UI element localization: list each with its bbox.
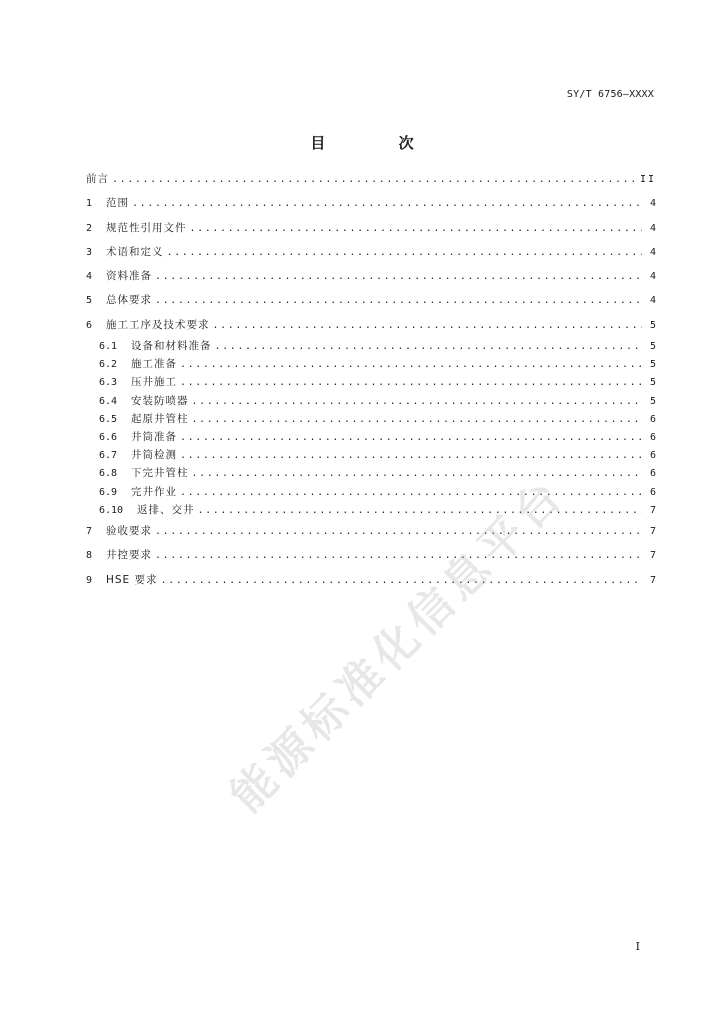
toc-entry-label: 设备和材料准备 (131, 340, 212, 353)
toc-entry-page: 7 (649, 550, 656, 562)
toc-leader-dots (192, 465, 643, 482)
toc-entry-page: 4 (649, 198, 656, 210)
toc-entry-page: 5 (649, 319, 656, 331)
toc-entry-label: 安装防喷器 (131, 394, 189, 407)
toc-leader-dots (161, 569, 642, 592)
toc-leader-dots (155, 265, 642, 288)
toc-leader-dots (198, 502, 643, 519)
toc-entry-page: 7 (649, 525, 656, 537)
watermark: 能源标准化信息平台 (221, 468, 576, 823)
toc-leader-dots (192, 393, 643, 410)
toc-entry-label: 前言 (86, 173, 109, 185)
toc-leader-dots (213, 314, 643, 337)
toc-entry-6-1[interactable] (86, 337, 656, 355)
toc-entry-label: 术语和定义 (106, 245, 164, 258)
toc-entry-number: 6.9 (99, 486, 118, 498)
document-code: SY/T 6756—XXXX (566, 89, 654, 100)
toc-entry-number: 6.4 (99, 395, 118, 407)
toc-entry-6-9[interactable] (86, 483, 656, 501)
toc-entry-number: 6.6 (99, 432, 118, 444)
toc-entry-label: 资料准备 (106, 270, 152, 283)
toc-leader-dots (132, 192, 642, 215)
toc-leader-dots (155, 289, 642, 312)
toc-entry-number: 5 (86, 295, 93, 307)
toc-leader-dots (155, 520, 642, 543)
toc-entry-3[interactable] (86, 240, 656, 264)
page-number: I (635, 940, 640, 953)
toc-entry-label: 验收要求 (106, 524, 152, 537)
toc-entry-page: 6 (649, 432, 656, 444)
toc-leader-dots (180, 374, 642, 391)
toc-entry-page: 5 (649, 395, 656, 407)
toc-entry-number: 9 (86, 574, 93, 586)
toc-entry-number: 1 (86, 198, 93, 210)
toc-entry-number: 7 (86, 525, 93, 537)
toc-entry-page: 4 (649, 271, 656, 283)
toc-entry-label: 完井作业 (131, 485, 177, 498)
toc-entry-label: 规范性引用文件 (106, 221, 187, 234)
toc-entry-number: 6.2 (99, 359, 118, 371)
toc-entry-number: 4 (86, 271, 93, 283)
toc-entry-number: 6.5 (99, 413, 118, 425)
toc-entry-number: 2 (86, 222, 93, 234)
toc-entry-page: 7 (649, 574, 656, 586)
toc-entry-page: 4 (649, 295, 656, 307)
toc-entry-page: 6 (649, 468, 656, 480)
toc-entry-6-10[interactable] (86, 501, 656, 519)
toc-entry-6[interactable] (86, 313, 656, 337)
toc-leader-dots (190, 217, 643, 240)
toc-entry-label: 井筒检测 (131, 449, 177, 462)
toc-entry-label: 施工工序及技术要求 (106, 318, 210, 331)
toc-entry-label: 压井施工 (131, 376, 177, 389)
toc-entry-page: 7 (649, 504, 656, 516)
toc-entry-2[interactable] (86, 216, 656, 240)
toc-entry-number: 6 (86, 319, 93, 331)
toc-entry-number: 6.8 (99, 468, 118, 480)
toc-entry-label: 返排、交井 (137, 503, 195, 516)
toc-entry-label: 总体要求 (106, 294, 152, 307)
toc-leader-dots (215, 338, 643, 355)
toc-leader-dots (167, 241, 643, 264)
toc-entry-6-4[interactable] (86, 392, 656, 410)
toc-entry-7[interactable] (86, 519, 656, 543)
toc-leader-dots (192, 411, 643, 428)
toc-entry-8[interactable] (86, 543, 656, 567)
toc-leader-dots (180, 447, 642, 464)
toc-entry-label: 范围 (106, 197, 129, 210)
toc-entry-6-8[interactable] (86, 464, 656, 482)
toc-entry-number: 3 (86, 246, 93, 258)
toc-entry-6-3[interactable] (86, 373, 656, 391)
toc-entry-6-5[interactable] (86, 410, 656, 428)
toc-leader-dots (180, 356, 642, 373)
toc-entry-label: HSE 要求 (106, 573, 158, 586)
toc-entry-foreword[interactable] (86, 167, 656, 191)
toc-entry-number: 8 (86, 550, 93, 562)
toc-entry-page: 5 (649, 377, 656, 389)
toc-leader-dots (180, 484, 642, 501)
toc-entry-1[interactable] (86, 191, 656, 215)
toc-entry-6-6[interactable] (86, 428, 656, 446)
toc-entry-label: 起原井管柱 (131, 412, 189, 425)
toc-entry-number: 6.3 (99, 377, 118, 389)
toc-entry-page: II (639, 174, 656, 185)
toc-entry-page: 6 (649, 413, 656, 425)
toc-entry-number: 6.7 (99, 450, 118, 462)
toc-entry-4[interactable] (86, 264, 656, 288)
toc-entry-label: 井筒准备 (131, 431, 177, 444)
toc-entry-9[interactable] (86, 568, 656, 592)
toc-entry-label: 下完井管柱 (131, 467, 189, 480)
toc-entry-page: 5 (649, 359, 656, 371)
toc-entry-6-7[interactable] (86, 446, 656, 464)
toc-entry-page: 5 (649, 341, 656, 353)
toc-entry-5[interactable] (86, 288, 656, 312)
toc-leader-dots (155, 544, 642, 567)
toc-entry-6-2[interactable] (86, 355, 656, 373)
table-of-contents (86, 167, 656, 592)
toc-entry-label: 施工准备 (131, 358, 177, 371)
toc-title: 目 次 (310, 134, 448, 152)
toc-entry-page: 6 (649, 486, 656, 498)
toc-entry-page: 6 (649, 450, 656, 462)
toc-entry-number: 6.1 (99, 341, 118, 353)
toc-leader-dots (180, 429, 642, 446)
toc-entry-page: 4 (649, 222, 656, 234)
toc-entry-page: 4 (649, 246, 656, 258)
toc-entry-label: 井控要求 (106, 549, 152, 562)
toc-leader-dots (112, 168, 636, 191)
toc-entry-number: 6.10 (99, 504, 124, 516)
